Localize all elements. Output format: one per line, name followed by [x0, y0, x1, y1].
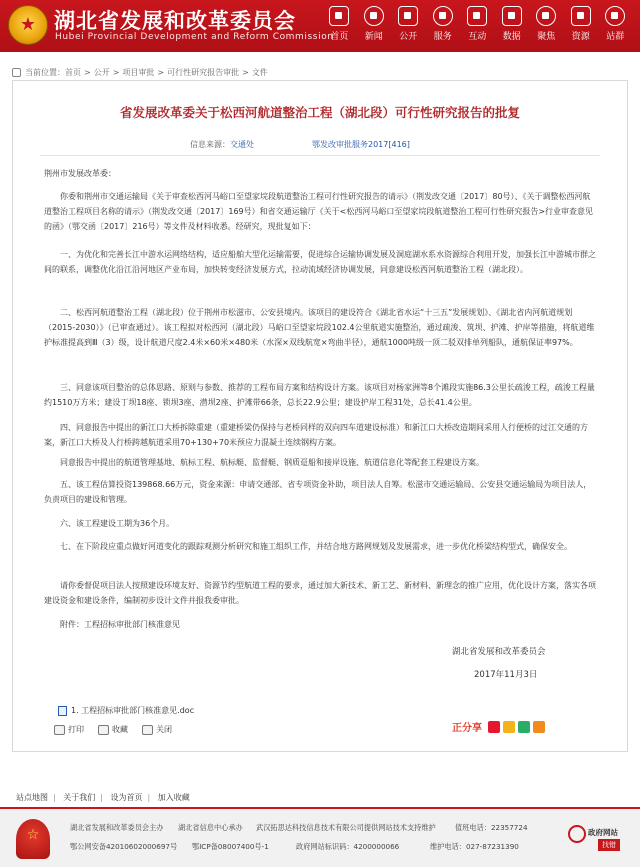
footer-tech-support: 武汉拓思达科技信息技术有限公司提供网站技术支持维护 — [256, 823, 436, 832]
site-header — [0, 0, 640, 52]
article-body — [44, 166, 596, 181]
news-icon — [364, 6, 384, 26]
breadcrumb-item[interactable]: 文件 — [251, 68, 268, 77]
print-icon — [54, 725, 65, 735]
share-label: 正分享 — [452, 723, 482, 734]
print-button[interactable]: 打印 — [54, 724, 84, 735]
nav-open[interactable]: 公开 — [391, 4, 426, 48]
divider — [40, 155, 600, 156]
breadcrumb: 当前位置： 首页 > 公开 > 项目审批 > 可行性研究报告审批 > 文件 — [12, 67, 268, 78]
footer-maint-phone: 维护电话：027-87231390 — [430, 842, 519, 851]
site-group-icon — [605, 6, 625, 26]
article-paragraph: 你委和荆州市交通运输局《关于审查松西河马峪口至望家垸段航道整治工程可行性研究报告的请示》（荆发改交通〔2017〕80号）、《关于调整松西河航道整治工程项目名称的请示》（荆发改交通〔2017〕169号）和省交通运输厅《关于<松西河马峪口至望家垸段航道整治工程可行性研究报告>行业审查意见的函》（鄂交函〔2017〕216号）等文件及材料收悉。经研究，现批复如下： — [44, 192, 594, 231]
nav-service[interactable]: 服务 — [426, 4, 461, 48]
nav-data[interactable]: 数据 — [495, 4, 530, 48]
footer-organizer: 湖北省信息中心承办 — [178, 823, 243, 832]
nav-focus[interactable]: 聚焦 — [529, 4, 564, 48]
focus-icon — [536, 6, 556, 26]
home-icon — [12, 68, 21, 77]
interact-icon — [467, 6, 487, 26]
footer-host: 湖北省发展和改革委员会主办 — [70, 823, 164, 832]
attachment-link[interactable]: 1. 工程招标审批部门核准意见.doc — [58, 705, 194, 716]
article-paragraph: 同意报告中提出的航道管理基地、航标工程、航标艇、监督艇、钢质趸船和接岸设施、航道信息化等配套工程建设方案。 — [60, 458, 484, 467]
article-title: 省发展改革委关于松西河航道整治工程（湖北段）可行性研究报告的批复 — [119, 105, 520, 120]
more-icon[interactable] — [533, 721, 545, 733]
article-paragraph: 请你委督促项目法人按照建设环境友好、资源节约型航道工程的要求，通过加大新技术、新工艺、新材料、新理念的推广应用，优化设计方案，落实各项建设资金和建设条件，编制初步设计文件并报我委审批。 — [44, 581, 596, 605]
wechat-icon[interactable] — [518, 721, 530, 733]
main-nav — [322, 4, 633, 48]
share-bar — [452, 719, 548, 734]
magnifier-icon — [568, 825, 586, 843]
favorite-button[interactable]: 收藏 — [98, 724, 128, 735]
doc-file-icon — [58, 706, 67, 716]
close-icon — [142, 725, 153, 735]
breadcrumb-item[interactable]: 公开 — [93, 68, 110, 77]
data-icon — [502, 6, 522, 26]
home-icon — [329, 6, 349, 26]
breadcrumb-item[interactable]: 可行性研究报告审批 — [167, 68, 240, 77]
footer-links: 站点地图 | 关于我们 | 设为首页 | 加入收藏 — [16, 793, 190, 802]
service-icon — [433, 6, 453, 26]
article-paragraph: 三、同意该项目整治的总体思路、原则与参数、推荐的工程布局方案和结构设计方案。该项目对杨家洲等8个滩段实施86.3公里长疏浚工程，疏浚工程量约1510万方米；建设丁坝18座、锁坝3座、潜坝2座、护滩带66条，总长22.9公里；建设护岸工程31处，总长41.4公里。 — [44, 383, 595, 407]
star-icon — [98, 725, 109, 735]
meta-source: 信息来源：交通处 — [190, 140, 254, 149]
nav-news[interactable]: 新闻 — [357, 4, 392, 48]
signature-org: 湖北省发展和改革委员会 — [452, 647, 546, 657]
site-footer — [0, 807, 640, 867]
footer-icp[interactable]: 鄂ICP备08007400号-1 — [192, 842, 269, 851]
footer-duty-phone: 值班电话：22357724 — [455, 823, 528, 832]
weibo-icon[interactable] — [488, 721, 500, 733]
doc-number-link[interactable]: 鄂发改审批服务2017[416] — [312, 140, 410, 149]
site-title[interactable]: 湖北省发展和改革委员会 — [54, 8, 296, 33]
article-paragraph: 六、该工程建设工期为36个月。 — [60, 519, 175, 528]
meta-doc-no — [312, 139, 410, 150]
article-paragraph: 五、该工程估算投资139868.66万元，资金来源：申请交通部、省专项资金补助，项目法人自筹。松滋市交通运输局、公安县交通运输局为项目法人，负责项目的建设和管理。 — [44, 480, 592, 504]
article-tools — [54, 724, 186, 735]
salutation: 荆州市发展改革委： — [44, 169, 116, 178]
article-paragraph: 一、为优化和完善长江中游水运网络结构，适应船舶大型化运输需要，促进综合运输协调发展及洞庭湖水系水资源综合利用开发，加强长江中游城市群之间的联系，调整优化沿江沿河地区产业布局，加快转变经济发展方式，拉动流域经济协调发展，同意建设松西河航道整治工程（湖北段）。 — [44, 250, 596, 274]
qzone-icon[interactable] — [503, 721, 515, 733]
article-paragraph: 二、松西河航道整治工程（湖北段）位于荆州市松滋市、公安县境内。该项目的建设符合《湖北省水运“十三五”发展规划》、《湖北省内河航道规划（2015-2030）》（已审查通过）。该工程拟对松西河（湖北段）马峪口至望家垸段102.4公里航道实施整治，通过疏浚、筑坝、护滩、护岸等措施，将航道维护标准提高到Ⅲ（3）级，设计航道尺度2.4米×60米×480米（水深×双线航宽×弯曲半径），通航1000吨级一顶二驳双排单列船队，通航保证率97%。 — [44, 308, 595, 347]
footer-link-bookmark[interactable]: 加入收藏 — [157, 793, 190, 802]
footer-site-code: 政府网站标识码：4200000066 — [296, 842, 400, 851]
nav-interact[interactable]: 互动 — [460, 4, 495, 48]
footer-link-about[interactable]: 关于我们 — [63, 793, 96, 802]
article-paragraph: 四、同意报告中提出的新江口大桥拆除重建（重建桥梁仍保持与老桥同样的双向四车道建设标准）和新江口大桥改造期间采用人行便桥的过江交通的方案，新江口大桥及人行桥跨越航道采用70+130+70米预应力混凝土连续钢构方案。 — [44, 423, 588, 447]
breadcrumb-item[interactable]: 项目审批 — [122, 68, 155, 77]
national-emblem-logo — [8, 5, 48, 45]
article-paragraph: 附件：工程招标审批部门核准意见 — [60, 620, 180, 629]
article-paragraph: 七、在下阶段应重点做好河道变化的跟踪观测分析研究和施工组织工作，并结合地方路网规划及发展需求，进一步优化桥梁结构型式，确保安全。 — [60, 542, 572, 551]
footer-link-homepage[interactable]: 设为首页 — [110, 793, 143, 802]
signature-date: 2017年11月3日 — [474, 670, 538, 680]
nav-home[interactable]: 首页 — [322, 4, 357, 48]
gov-site-find-error[interactable]: 政府网站 找错 — [568, 825, 628, 861]
site-title-en: Hubei Provincial Development and Reform Commission — [55, 32, 334, 42]
nav-resource[interactable]: 资源 — [564, 4, 599, 48]
party-badge-logo[interactable] — [16, 819, 50, 859]
footer-link-sitemap[interactable]: 站点地图 — [16, 793, 48, 802]
footer-police-record[interactable]: 鄂公网安备42010602000697号 — [70, 842, 178, 851]
open-icon — [398, 6, 418, 26]
nav-site-group[interactable]: 站群 — [598, 4, 633, 48]
breadcrumb-item[interactable]: 首页 — [65, 68, 81, 77]
source-link[interactable]: 交通处 — [230, 140, 254, 149]
resource-icon — [571, 6, 591, 26]
close-button[interactable]: 关闭 — [142, 724, 172, 735]
